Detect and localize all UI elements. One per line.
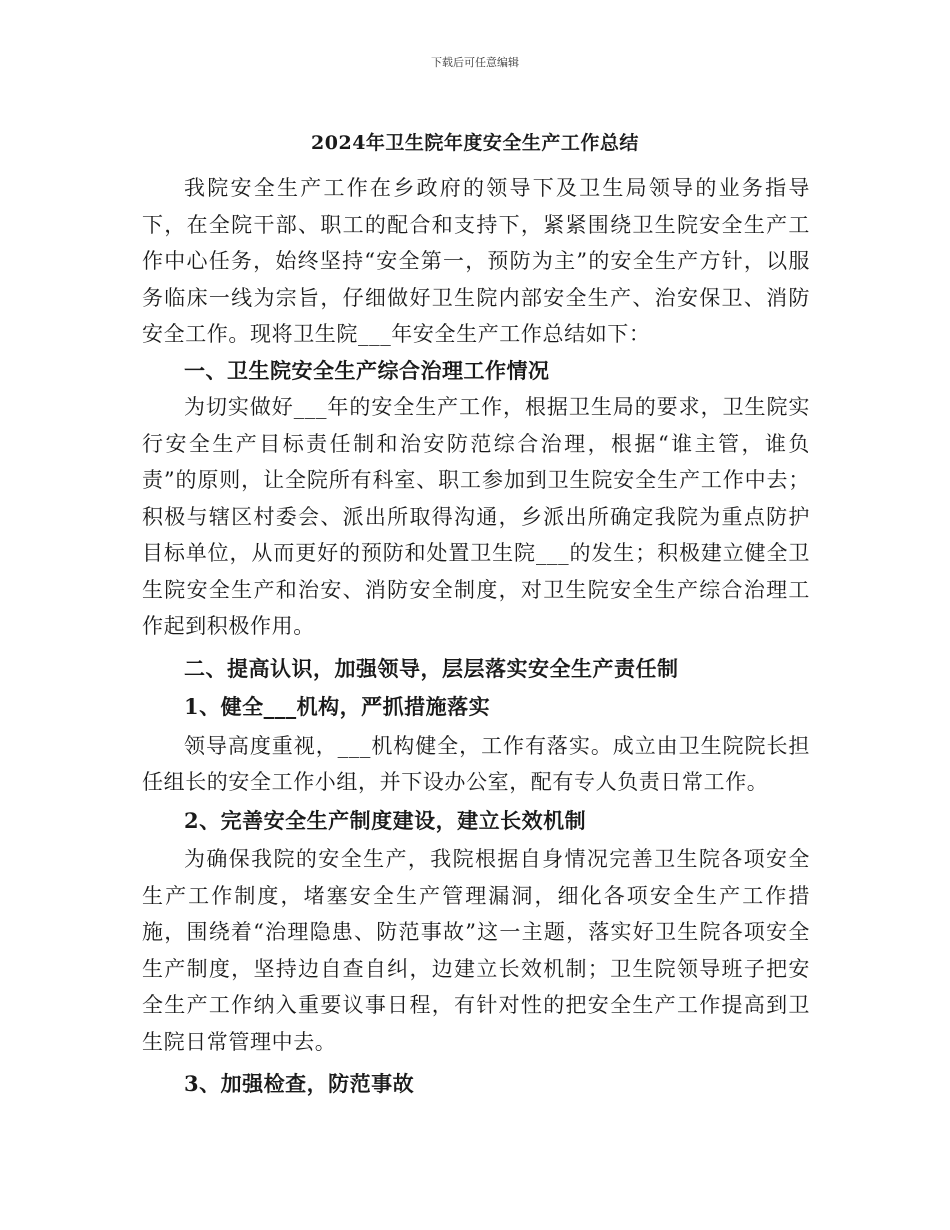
- section-2-heading: 二、提高认识，加强领导，层层落实安全生产责任制: [184, 655, 679, 681]
- section-1-heading: 一、卫生院安全生产综合治理工作情况: [184, 357, 550, 383]
- subsection-2-1-heading: 1、健全___机构，严抓措施落实: [184, 694, 491, 719]
- subsection-2-1-paragraph: 领导高度重视，___机构健全，工作有落实。成立由卫生院院长担任组长的安全工作小组，并下设办公室，配有专人负责日常工作。: [142, 733, 810, 794]
- document-body: [142, 170, 810, 1103]
- section-1-paragraph: 为切实做好___年的安全生产工作，根据卫生局的要求，卫生院实行安全生产目标责任制和治安防范综合治理，根据“谁主管，谁负责”的原则，让全院所有科室、职工参加到卫生院安全生产工作中去；积极与辖区村委会、派出所取得沟通，乡派出所确定我院为重点防护目标单位，从而更好的预防和处置卫生院___的发生；积极建立健全卫生院安全生产和治安、消防安全制度，对卫生院安全生产综合治理工作起到积极作用。: [142, 395, 810, 638]
- header-note: 下载后可任意编辑: [431, 56, 519, 69]
- subsection-2-3-heading: 3、加强检查，防范事故: [184, 1071, 415, 1096]
- document-title: 2024年卫生院年度安全生产工作总结: [311, 132, 639, 154]
- intro-paragraph: 我院安全生产工作在乡政府的领导下及卫生局领导的业务指导下，在全院干部、职工的配合和支持下，紧紧围绕卫生院安全生产工作中心任务，始终坚持“安全第一，预防为主”的安全生产方针，以服务临床一线为宗旨，仔细做好卫生院内部安全生产、治安保卫、消防安全工作。现将卫生院___年安全生产工作总结如下：: [142, 176, 810, 346]
- subsection-2-2-heading: 2、完善安全生产制度建设，建立长效机制: [184, 807, 587, 833]
- subsection-2-2-paragraph: 为确保我院的安全生产，我院根据自身情况完善卫生院各项安全生产工作制度，堵塞安全生产管理漏洞，细化各项安全生产工作措施，围绕着“治理隐患、防范事故”这一主题，落实好卫生院各项安全生产制度，坚持边自查自纠，边建立长效机制；卫生院领导班子把安全生产工作纳入重要议事日程，有针对性的把安全生产工作提高到卫生院日常管理中去。: [142, 847, 810, 1054]
